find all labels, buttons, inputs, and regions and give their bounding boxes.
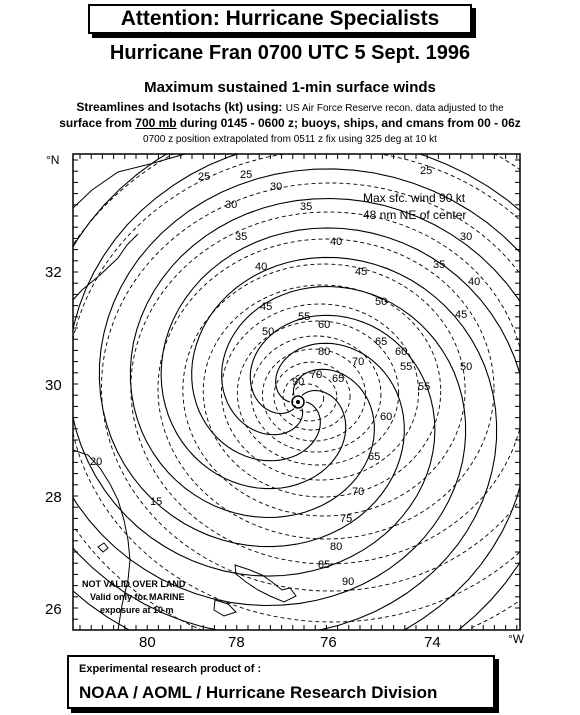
lat-label-32: 32	[45, 264, 62, 281]
isotach-label: 60	[380, 411, 393, 423]
subtitle: Maximum sustained 1-min surface winds	[144, 79, 436, 96]
isotach-label: 60	[318, 319, 331, 331]
lon-label-78: 78	[228, 634, 245, 650]
isotach-label: 35	[235, 231, 248, 243]
isotach-label: 45	[260, 301, 273, 313]
footer-box	[67, 655, 495, 709]
isotach-label: 60	[395, 346, 408, 358]
isotach-ring	[158, 239, 494, 539]
max-wind-line2: 48 nm NE of center	[363, 208, 467, 222]
isotach-label: 55	[418, 381, 431, 393]
isotach-label: 70	[352, 486, 365, 498]
isotach-label: 70	[310, 369, 323, 381]
isotach-label: 90	[292, 376, 305, 388]
isotach-ring	[131, 212, 525, 564]
isotach-label: 30	[460, 231, 473, 243]
lon-unit: °W	[508, 632, 525, 646]
lat-label-30: 30	[45, 377, 62, 394]
isotach-label: 55	[298, 311, 311, 323]
isotach-label: 55	[400, 361, 413, 373]
isotach-label: 90	[342, 576, 355, 588]
isotach-label: 40	[255, 261, 268, 273]
isotach-ring	[29, 150, 580, 650]
isotach-label: 25	[240, 169, 253, 181]
description: Streamlines and Isotachs (kt) using: US Air Force Reserve recon. data adjusted to the surface from 700 mb during 0145 - 0600 z; buoys, ships, and cmans from 00 - 06z	[59, 100, 521, 130]
isotach-label: 65	[375, 336, 388, 348]
land-note3: exposure at 10 m	[100, 605, 174, 615]
isotach-label: 45	[455, 309, 468, 321]
land-note2: Valid only for MARINE	[90, 592, 185, 602]
isotach-label: 85	[318, 559, 331, 571]
land-note1: NOT VALID OVER LAND	[82, 579, 186, 589]
isotach-label: 65	[368, 451, 381, 463]
lat-unit: °N	[46, 153, 60, 167]
isotach-label: 45	[355, 266, 368, 278]
streamline	[99, 169, 580, 561]
isotach-label: 30	[270, 181, 283, 193]
wind-map	[0, 150, 580, 650]
lat-label-26: 26	[45, 601, 62, 618]
lon-label-74: 74	[424, 634, 441, 650]
page-title: Hurricane Fran 0700 UTC 5 Sept. 1996	[109, 42, 471, 64]
lon-label-80: 80	[139, 634, 156, 650]
isotach-label: 40	[330, 236, 343, 248]
isotach-label: 80	[330, 541, 343, 553]
footer-line1: Experimental research product of :	[79, 663, 262, 675]
isotach-label: 50	[460, 361, 473, 373]
isotach-label: 25	[420, 165, 433, 177]
isotach-label: 30	[225, 199, 238, 211]
isotach-label: 40	[468, 276, 481, 288]
isotach-ring	[68, 150, 580, 622]
isotach-label: 35	[300, 201, 313, 213]
isotach-label: 75	[340, 513, 353, 525]
footer-line2: NOAA / AOML / Hurricane Research Division	[79, 683, 438, 702]
position-note: 0700 z position extrapolated from 0511 z fix using 325 deg at 10 kt	[143, 134, 437, 145]
isotach-label: 35	[433, 259, 446, 271]
isotach-label: 50	[375, 296, 388, 308]
max-wind-line1: Max sfc. wind 90 kt	[363, 191, 466, 205]
attention-banner: Attention: Hurricane Specialists	[88, 4, 472, 34]
isotach-label: 20	[90, 456, 103, 468]
isotach-label: 80	[318, 346, 331, 358]
lat-label-28: 28	[45, 489, 62, 506]
isotach-label: 50	[262, 326, 275, 338]
isotach-label: 65	[332, 373, 345, 385]
lon-label-76: 76	[320, 634, 337, 650]
isotach-label: 25	[198, 171, 211, 183]
isotachs	[29, 150, 580, 650]
isotach-label: 70	[352, 356, 365, 368]
isotach-label: 15	[150, 496, 163, 508]
